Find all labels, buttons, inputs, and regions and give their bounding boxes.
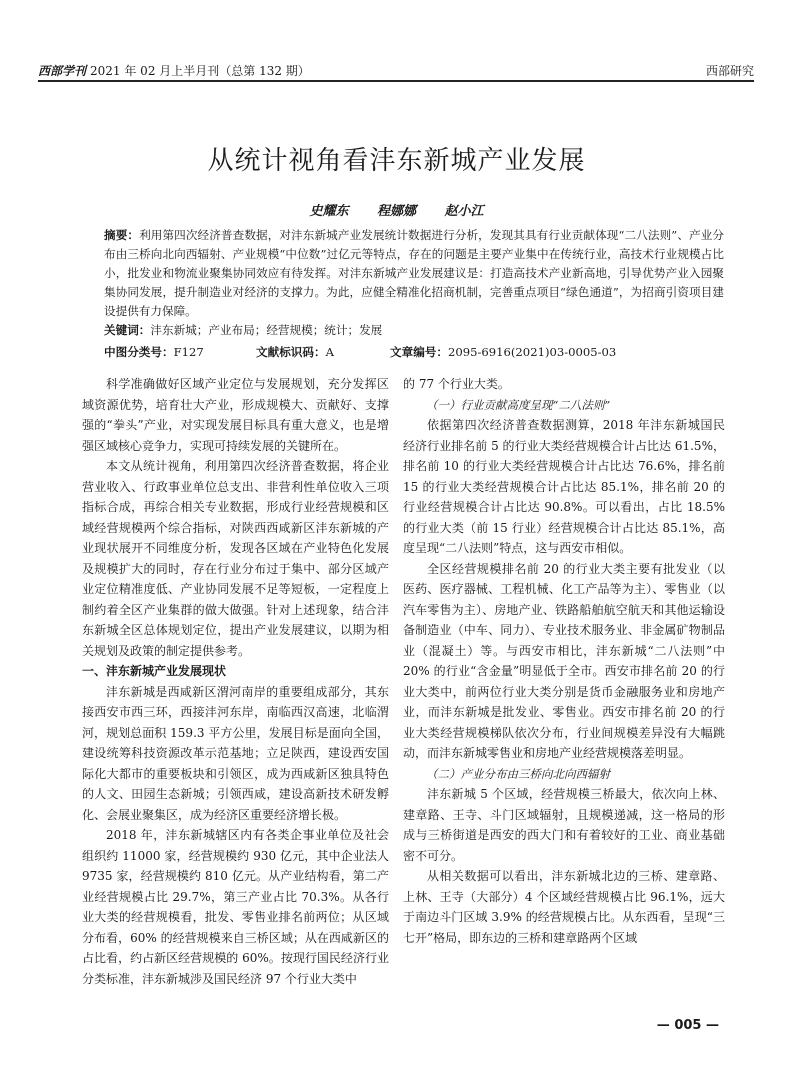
abstract-label: 摘要： bbox=[104, 228, 140, 242]
author-name: 程娜娜 bbox=[376, 204, 416, 219]
paragraph: 从相关数据可以看出，沣东新城北边的三桥、建章路、上林、王寺（大部分）4 个区域经营规模占比 96.1%，远大于南边斗门区域 3.9% 的经营规模占比。从东西看，呈现“三七开”格局，即东边的三桥和建章路两个区域 bbox=[403, 869, 725, 945]
keywords-text: 沣东新城；产业布局；经营规模；统计；发展 bbox=[150, 323, 383, 337]
paragraph: 2018 年，沣东新城辖区内有各类企事业单位及社会组织约 11000 家，经营规模约 930 亿元，其中企业法人 9735 家，经营规模约 810 亿元。从产业结构看，第二产业经营规模占比 29.7%，第三产业占比 70.3%。从各行业大类的经营规模看，批发、零售业排名前两位；从区域分布看，60% 的经营规模来自三桥区域；从在西咸新区的占比看，约占新区经营规模的 60%。按现行国民经济行业分类标准，沣东新城涉及国民经济 97 个行业大类中 bbox=[82, 828, 389, 986]
author-list bbox=[0, 200, 793, 219]
header-divider bbox=[38, 80, 754, 82]
journal-info bbox=[38, 62, 310, 79]
page-number: — 005 — bbox=[656, 1018, 719, 1033]
paragraph: 沣东新城是西咸新区渭河南岸的重要组成部分，其东接西安市西三环，西接沣河东岸，南临西汉高速，北临渭河，规划总面积 159.3 平方公里，发展目标是面向全国，建设统筹科技资源改革示范基地；立足陕西，建设西安国际化大都市的重要板块和引领区，成为西咸新区独具特色的人文、田园生态新城；引领西咸，建设高新技术研发孵化、会展业聚集区，成为经济区重要经济增长极。 bbox=[82, 684, 389, 822]
doc-code-value: A bbox=[325, 345, 334, 359]
article-title: 从统计视角看沣东新城产业发展 bbox=[207, 146, 586, 176]
abstract-text: 利用第四次经济普查数据，对沣东新城产业发展统计数据进行分析，发现其具有行业贡献体现“二八法则”、产业分布由三桥向北向西辐射、产业规模“中位数”过亿元等特点，存在的问题是主要产业集中在传统行业，高技术行业规模占比小，批发业和物流业聚集协同效应有待发挥。对沣东新城产业发展建议是：打造高技术产业新高地，引导优势产业入园聚集协同发展，提升制造业对经济的支撑力。为此，应健全精准化招商机制，完善重点项目“绿色通道”，为招商引资项目建设提供有力保障。 bbox=[104, 228, 724, 318]
section-name: 西部研究 bbox=[705, 64, 754, 78]
subsection-heading: （二）产业分布由三桥向北向西辐射 bbox=[426, 766, 610, 781]
paragraph: 科学准确做好区域产业定位与发展规划，充分发挥区域资源优势，培育壮大产业，形成规模大、贡献好、支撑强的“拳头”产业，对实现发展目标具有重大意义，也是增强区域核心竞争力，实现可持续发展的关键所在。 bbox=[82, 377, 389, 453]
right-column bbox=[403, 374, 725, 948]
doc-code-label: 文献标识码： bbox=[256, 345, 326, 359]
paragraph: 沣东新城 5 个区域，经营规模三桥最大，依次向上林、建章路、王寺、斗门区域辐射，且规模递减，这一格局的形成与三桥街道是西安的西大门和有着较好的工业、商业基础密不可分。 bbox=[403, 787, 725, 863]
paragraph: 全区经营规模排名前 20 的行业大类主要有批发业（以医药、医疗器械、工程机械、化工产品等为主）、零售业（以汽车零售为主）、房地产业、铁路船舶航空航天和其他运输设备制造业（中车、同力）、专业技术服务业、非金属矿物制品业（混凝土）等。与西安市相比，沣东新城“二八法则”中 20% 的行业“含金量”明显低于全市。西安市排名前 20 的行业大类中，前两位行业大类分别是货币金融服务业和房地产业，而沣东新城是批发业、零售业。西安市排名前 20 的行业大类经营规模梯队依次分布，行业间规模差异没有大幅跳动，而沣东新城零售业和房地产业经营规模落差明显。 bbox=[403, 561, 725, 760]
issue-info: 2021 年 02 月上半月刊（总第 132 期） bbox=[90, 64, 310, 78]
author-name: 赵小江 bbox=[444, 204, 484, 219]
paragraph: 的 77 个行业大类。 bbox=[403, 377, 510, 391]
journal-logo: 西部学刊 bbox=[38, 64, 87, 78]
subsection-heading: （一）行业贡献高度呈现“二八法则” bbox=[426, 397, 611, 412]
clc-value: F127 bbox=[173, 345, 204, 359]
keywords bbox=[104, 322, 724, 338]
keywords-label: 关键词： bbox=[104, 323, 151, 337]
article-number-value: 2095-6916(2021)03-0005-03 bbox=[447, 345, 617, 359]
classification-line bbox=[104, 344, 724, 360]
running-header bbox=[38, 58, 754, 82]
left-column bbox=[82, 374, 389, 989]
clc-label: 中图分类号： bbox=[104, 345, 174, 359]
paragraph: 依据第四次经济普查数据测算，2018 年沣东新城国民经济行业排名前 5 的行业大类经营规模合计占比达 61.5%，排名前 10 的行业大类经营规模合计占比达 76.6%，排名前 15 的行业大类经营规模合计占比达 85.1%，排名前 20 的行业经营规模合计占比达 90.8%。可以看出，占比 18.5% 的行业大类（前 15 行业）经营规模合计占比达 85.1%，高度呈现“二八法则”特点，这与西安市相似。 bbox=[403, 418, 725, 555]
abstract bbox=[104, 226, 724, 321]
article-number-label: 文章编号： bbox=[390, 345, 448, 359]
paragraph: 本文从统计视角，利用第四次经济普查数据，将企业营业收入、行政事业单位总支出、非营利性单位收入三项指标合成，再综合相关专业数据，形成行业经营规模和区域经营规模两个综合指标，对陕西西咸新区沣东新城的产业现状展开不同维度分析，发现各区域在产业特色化发展及规模扩大的同时，存在行业分布过于集中、部分区域产业定位精准度低、产业协同发展不足等短板，一定程度上制约着全区产业集群的做大做强。针对上述现象，结合沣东新城全区总体规划定位，提出产业发展建议，以期为相关规划及政策的制定提供参考。 bbox=[82, 459, 389, 658]
author-name: 史耀东 bbox=[309, 204, 349, 219]
section-heading: 一、沣东新城产业发展现状 bbox=[82, 664, 227, 678]
